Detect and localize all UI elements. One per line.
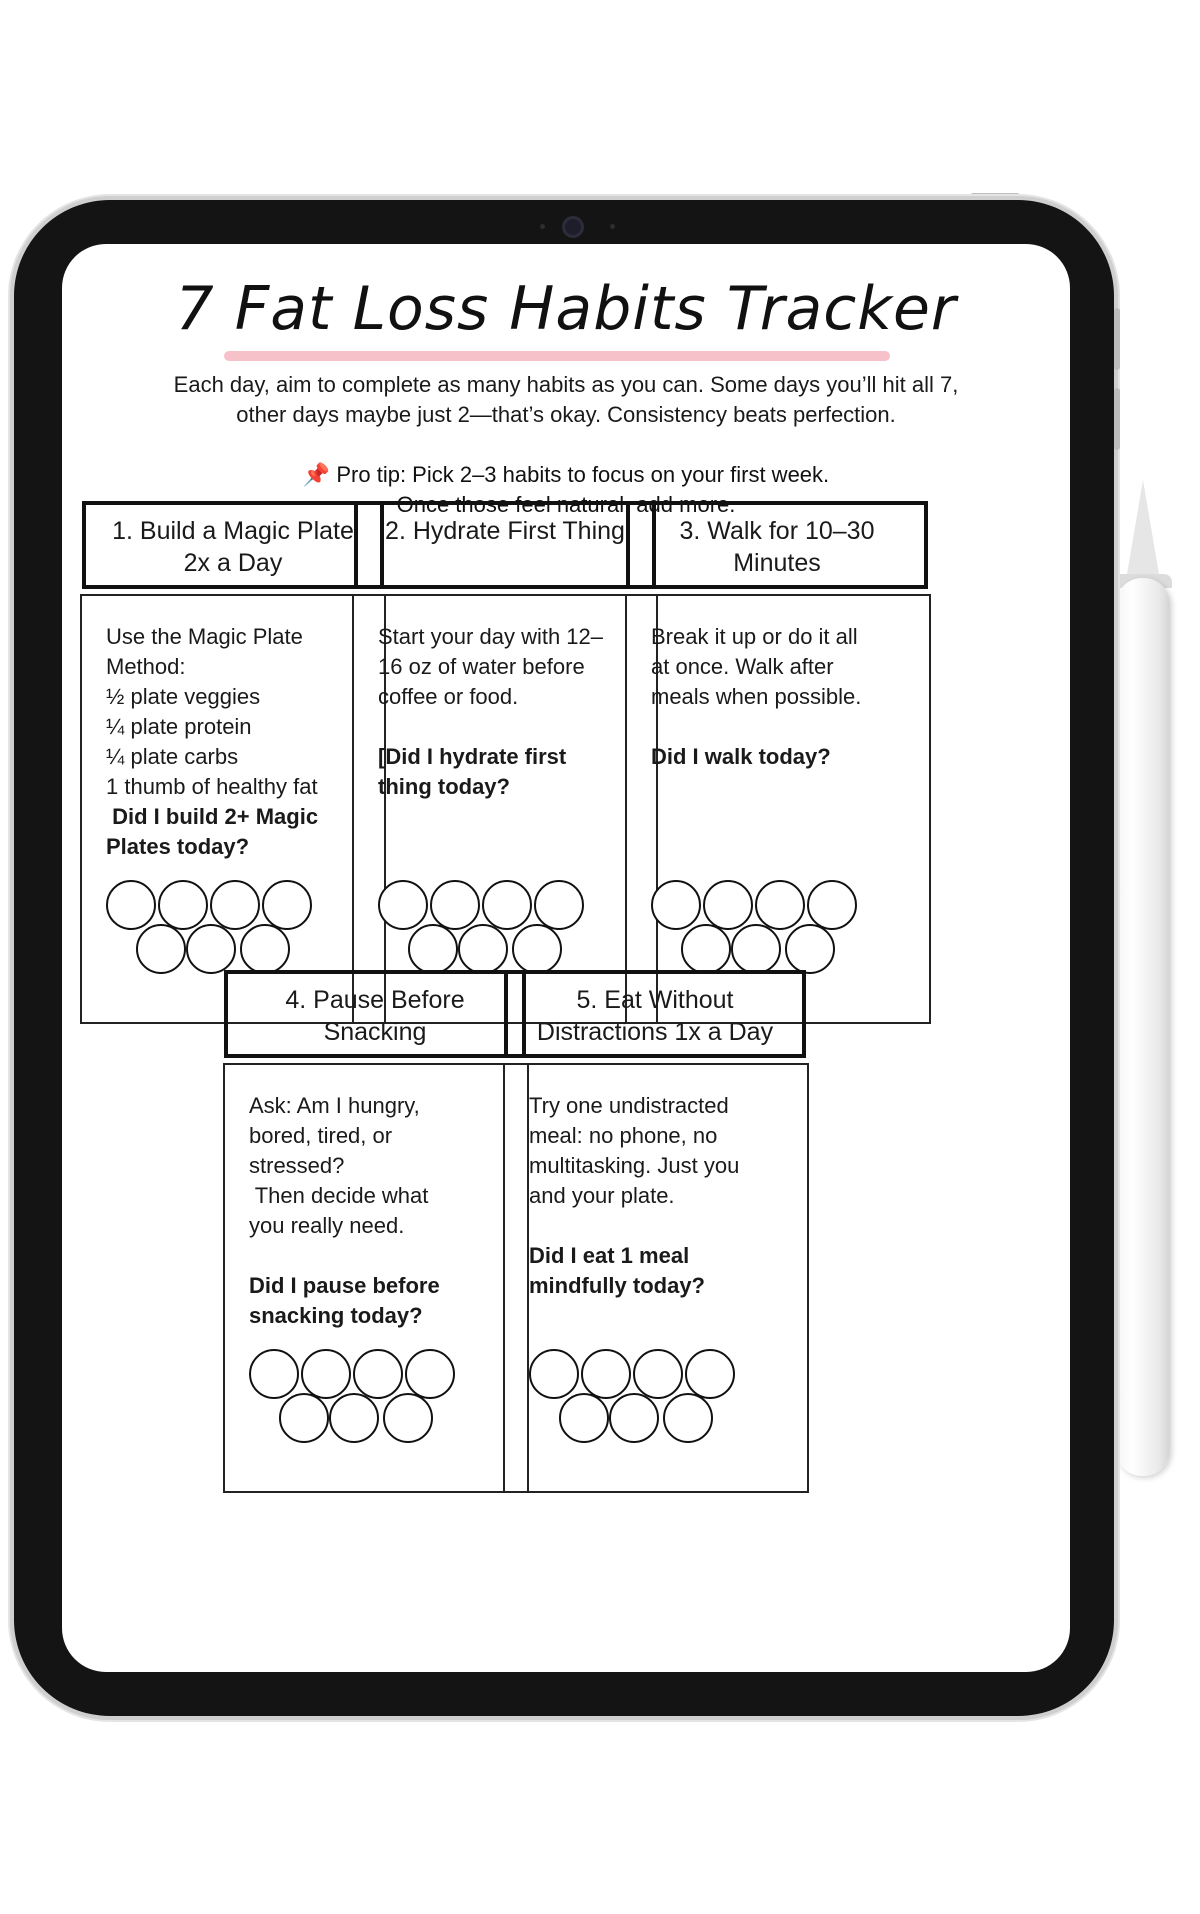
- page-title: 7 Fat Loss Habits Tracker: [175, 274, 957, 344]
- day-check-circle[interactable]: [186, 924, 236, 974]
- body-line: at once. Walk after: [651, 654, 834, 679]
- day-check-circle[interactable]: [430, 880, 480, 930]
- sensor-dot: [610, 224, 615, 229]
- day-check-circle[interactable]: [249, 1349, 299, 1399]
- day-check-circle[interactable]: [731, 924, 781, 974]
- body-line: ¼ plate carbs: [106, 744, 239, 769]
- body-line: ½ plate veggies: [106, 684, 261, 709]
- day-check-circle[interactable]: [301, 1349, 351, 1399]
- habit-3-heading: [626, 501, 928, 589]
- intro-text: [102, 370, 1030, 430]
- day-check-circle[interactable]: [106, 880, 156, 930]
- tablet-screen: [62, 244, 1070, 1672]
- body-line: bored, tired, or: [249, 1123, 393, 1148]
- tip-line: Pro tip: Pick 2–3 habits to focus on your first week.: [336, 462, 830, 487]
- day-check-circle[interactable]: [609, 1393, 659, 1443]
- day-check-circle[interactable]: [807, 880, 857, 930]
- tablet-frame: [14, 200, 1114, 1716]
- day-check-circle[interactable]: [529, 1349, 579, 1399]
- volume-down-button: [1114, 388, 1120, 450]
- checkbox-circles: [249, 1349, 499, 1455]
- stylus-pencil: [1116, 578, 1170, 1476]
- day-check-circle[interactable]: [329, 1393, 379, 1443]
- day-check-circle[interactable]: [240, 924, 290, 974]
- body-line: Method:: [106, 654, 186, 679]
- day-check-circle[interactable]: [210, 880, 260, 930]
- day-check-circle[interactable]: [353, 1349, 403, 1399]
- habit-4-heading: [224, 970, 526, 1058]
- top-button: [970, 193, 1020, 199]
- habit-5-heading: [504, 970, 806, 1058]
- body-line: coffee or food.: [378, 684, 519, 709]
- habit-4-card: [223, 1063, 529, 1493]
- body-line: 16 oz of water before: [378, 654, 585, 679]
- intro-line: Each day, aim to complete as many habits as you can. Some days you’ll hit all 7,: [173, 372, 959, 397]
- heading-line: 2. Hydrate First Thing: [385, 517, 625, 545]
- day-check-circle[interactable]: [136, 924, 186, 974]
- habit-1-card: [80, 594, 386, 1024]
- body-line: Ask: Am I hungry,: [249, 1093, 420, 1118]
- day-check-circle[interactable]: [559, 1393, 609, 1443]
- volume-up-button: [1114, 308, 1120, 370]
- day-check-circle[interactable]: [408, 924, 458, 974]
- day-check-circle[interactable]: [685, 1349, 735, 1399]
- day-check-circle[interactable]: [681, 924, 731, 974]
- title-underline: [224, 351, 890, 361]
- habit-question: Did I walk today?: [651, 744, 831, 769]
- day-check-circle[interactable]: [633, 1349, 683, 1399]
- habit-3-card: [625, 594, 931, 1024]
- body-line: meal: no phone, no: [529, 1123, 718, 1148]
- body-line: stressed?: [249, 1153, 345, 1178]
- day-check-circle[interactable]: [158, 880, 208, 930]
- body-line: you really need.: [249, 1213, 405, 1238]
- body-line: ¼ plate protein: [106, 714, 252, 739]
- habit-question: mindfully today?: [529, 1273, 705, 1298]
- habit-question: Did I eat 1 meal: [529, 1243, 690, 1268]
- day-check-circle[interactable]: [703, 880, 753, 930]
- day-check-circle[interactable]: [405, 1349, 455, 1399]
- habit-question: Did I pause before: [249, 1273, 440, 1298]
- day-check-circle[interactable]: [651, 880, 701, 930]
- habit-question: [Did I hydrate first: [378, 744, 567, 769]
- habit-question: thing today?: [378, 774, 510, 799]
- body-line: Start your day with 12–: [378, 624, 604, 649]
- day-check-circle[interactable]: [378, 880, 428, 930]
- day-check-circle[interactable]: [279, 1393, 329, 1443]
- habit-2-card: [352, 594, 658, 1024]
- day-check-circle[interactable]: [512, 924, 562, 974]
- habit-question: snacking today?: [249, 1303, 423, 1328]
- day-check-circle[interactable]: [785, 924, 835, 974]
- day-check-circle[interactable]: [663, 1393, 713, 1443]
- body-line: meals when possible.: [651, 684, 862, 709]
- intro-line: other days maybe just 2—that’s okay. Consistency beats perfection.: [236, 402, 896, 427]
- checkbox-circles: [529, 1349, 779, 1455]
- day-check-circle[interactable]: [262, 880, 312, 930]
- heading-line: 3. Walk for 10–30: [679, 517, 875, 545]
- pushpin-icon: 📌: [302, 462, 331, 487]
- tip-line: Once those feel natural, add more.: [396, 492, 736, 517]
- habit-1-heading: [82, 501, 384, 589]
- day-check-circle[interactable]: [534, 880, 584, 930]
- heading-line: 5. Eat Without: [576, 986, 734, 1014]
- heading-line: Minutes: [733, 549, 821, 577]
- body-line: multitasking. Just you: [529, 1153, 740, 1178]
- habit-question: Did I build 2+ Magic: [106, 804, 319, 829]
- pencil-tip: [1126, 480, 1160, 580]
- body-line: Break it up or do it all: [651, 624, 858, 649]
- heading-line: Snacking: [323, 1018, 427, 1046]
- day-check-circle[interactable]: [383, 1393, 433, 1443]
- day-check-circle[interactable]: [482, 880, 532, 930]
- heading-line: Distractions 1x a Day: [536, 1018, 774, 1046]
- day-check-circle[interactable]: [581, 1349, 631, 1399]
- body-line: Use the Magic Plate: [106, 624, 303, 649]
- camera-icon: [562, 216, 584, 238]
- body-line: and your plate.: [529, 1183, 675, 1208]
- sensor-dot: [540, 224, 545, 229]
- body-line: Try one undistracted: [529, 1093, 729, 1118]
- habit-2-heading: [354, 501, 656, 589]
- body-line: 1 thumb of healthy fat: [106, 774, 318, 799]
- body-line: Then decide what: [249, 1183, 429, 1208]
- habit-5-card: [503, 1063, 809, 1493]
- day-check-circle[interactable]: [755, 880, 805, 930]
- heading-line: 1. Build a Magic Plate: [112, 517, 354, 545]
- day-check-circle[interactable]: [458, 924, 508, 974]
- heading-line: 2x a Day: [183, 549, 283, 577]
- heading-line: 4. Pause Before: [285, 986, 465, 1014]
- habit-question: Plates today?: [106, 834, 250, 859]
